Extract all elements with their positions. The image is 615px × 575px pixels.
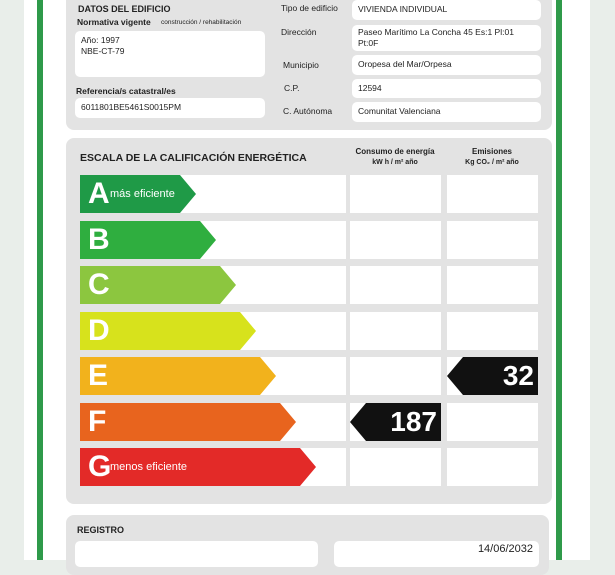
rating-letter: B xyxy=(88,223,110,256)
year-value: Año: 1997 xyxy=(81,35,120,45)
rating-arrow-e xyxy=(80,357,276,395)
emisiones-header-label: Emisiones xyxy=(471,147,512,156)
rating-letter: D xyxy=(88,314,110,347)
normativa-sublabel: construcción / rehabilitación xyxy=(161,19,242,26)
direccion-line2: Pt:0F xyxy=(358,38,379,48)
municipio-box xyxy=(352,55,541,75)
emisiones-cell-b xyxy=(447,221,538,259)
registro-number-box xyxy=(75,541,318,567)
consumo-cell-g xyxy=(350,448,441,486)
ref-catastral-value: 6011801BE5461S0015PM xyxy=(81,102,182,112)
consumo-header-label: Consumo de energía xyxy=(355,147,435,156)
rating-arrow-a xyxy=(80,175,196,213)
emisiones-cell-g xyxy=(447,448,538,486)
emisiones-rating-badge xyxy=(447,357,538,395)
consumo-unit: kW h / m² año xyxy=(372,159,418,166)
direccion-box xyxy=(352,25,541,51)
rating-note: menos eficiente xyxy=(110,461,188,473)
registro-date: 14/06/2032 xyxy=(477,543,533,555)
scale-title: ESCALA DE LA CALIFICACIÓN ENERGÉTICA xyxy=(80,152,307,164)
consumo-cell-b xyxy=(350,221,441,259)
registro-label: REGISTRO xyxy=(77,525,125,535)
direccion-line1: Paseo Marítimo La Concha 45 Es:1 Pl:01 xyxy=(358,27,514,37)
rating-letter: E xyxy=(88,359,109,392)
consumo-cell-a xyxy=(350,175,441,213)
autonoma-value: Comunitat Valenciana xyxy=(358,106,441,116)
emisiones-cell-c xyxy=(447,266,538,304)
tipo-box xyxy=(352,0,541,20)
consumo-cell-c xyxy=(350,266,441,304)
rating-arrow-shape xyxy=(80,357,276,395)
municipio-value: Oropesa del Mar/Orpesa xyxy=(358,59,452,69)
ref-catastral-label: Referencia/s catastral/es xyxy=(76,86,176,96)
rating-arrow-d xyxy=(80,312,256,350)
emisiones-cell-f xyxy=(447,403,538,441)
emisiones-cell-d xyxy=(447,312,538,350)
autonoma-box xyxy=(352,102,541,122)
municipio-label: Municipio xyxy=(283,60,319,70)
direccion-label: Dirección xyxy=(281,27,317,37)
rating-arrow-f xyxy=(80,403,296,441)
rating-arrow-g xyxy=(80,448,316,486)
cp-label: C.P. xyxy=(284,83,300,93)
autonoma-label: C. Autónoma xyxy=(283,106,333,116)
rating-letter: G xyxy=(88,450,112,483)
norm-value: NBE-CT-79 xyxy=(81,46,125,56)
registro-date-box xyxy=(334,541,539,567)
rating-arrow-b xyxy=(80,221,216,259)
normativa-label: Normativa vigente xyxy=(77,17,151,27)
rating-letter: C xyxy=(88,268,110,301)
consumo-header xyxy=(349,146,441,168)
tipo-value: VIVIENDA INDIVIDUAL xyxy=(358,4,448,14)
building-section-title: DATOS DEL EDIFICIO xyxy=(78,4,171,14)
cp-box xyxy=(352,79,541,98)
emisiones-cell-a xyxy=(447,175,538,213)
emisiones-header xyxy=(446,146,538,168)
emisiones-value: 32 xyxy=(502,360,534,391)
ref-catastral-box xyxy=(75,98,265,118)
normativa-box xyxy=(75,31,265,77)
rating-note: más eficiente xyxy=(110,188,175,200)
consumo-cell-d xyxy=(350,312,441,350)
cp-value: 12594 xyxy=(358,83,382,93)
rating-arrow-c xyxy=(80,266,236,304)
consumo-value: 187 xyxy=(390,406,437,437)
rating-letter: F xyxy=(88,405,107,438)
rating-arrow-shape xyxy=(80,403,296,441)
tipo-label: Tipo de edificio xyxy=(281,3,338,13)
consumo-rating-badge xyxy=(350,403,441,441)
emisiones-unit: Kg CO₂ / m² año xyxy=(465,159,519,166)
consumo-cell-e xyxy=(350,357,441,395)
rating-letter: A xyxy=(88,177,110,210)
